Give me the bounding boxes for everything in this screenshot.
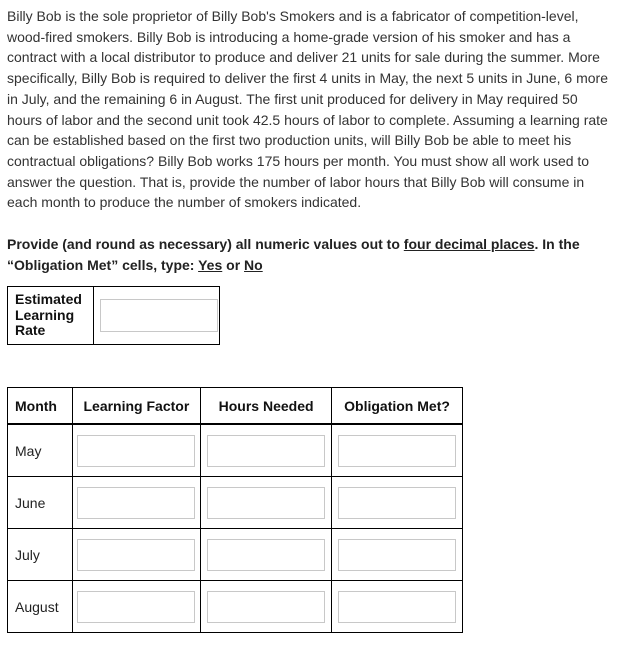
obligation-met-cell bbox=[332, 424, 463, 477]
learning-rate-table bbox=[7, 286, 220, 345]
table-row bbox=[8, 529, 463, 581]
learning-rate-input[interactable] bbox=[100, 299, 218, 332]
learning-rate-label: Estimated Learning Rate bbox=[8, 287, 94, 345]
month-label: July bbox=[8, 529, 73, 581]
obligation-met-input[interactable] bbox=[338, 487, 456, 519]
instructions-no: No bbox=[244, 257, 263, 273]
learning-factor-cell bbox=[72, 477, 201, 529]
learning-factor-cell bbox=[72, 529, 201, 581]
instructions bbox=[7, 234, 613, 276]
hours-needed-input[interactable] bbox=[207, 539, 325, 571]
hours-needed-input[interactable] bbox=[207, 487, 325, 519]
hours-needed-cell bbox=[201, 424, 332, 477]
hours-needed-input[interactable] bbox=[207, 591, 325, 623]
learning-factor-input[interactable] bbox=[77, 539, 195, 571]
obligation-met-input[interactable] bbox=[338, 591, 456, 623]
hours-needed-cell bbox=[201, 581, 332, 633]
learning-factor-cell bbox=[72, 424, 201, 477]
learning-factor-input[interactable] bbox=[77, 487, 195, 519]
month-label: May bbox=[8, 424, 73, 477]
month-label: August bbox=[8, 581, 73, 633]
hours-needed-input[interactable] bbox=[207, 435, 325, 467]
obligation-met-cell bbox=[332, 477, 463, 529]
instructions-precision: four decimal places bbox=[403, 236, 535, 252]
learning-factor-input[interactable] bbox=[77, 435, 195, 467]
monthly-hours-table bbox=[7, 387, 463, 633]
instructions-yes: Yes bbox=[198, 257, 223, 273]
header-row bbox=[8, 388, 463, 425]
obligation-met-cell bbox=[332, 581, 463, 633]
header-learning-factor: Learning Factor bbox=[72, 388, 201, 425]
header-hours-needed: Hours Needed bbox=[201, 388, 332, 425]
learning-rate-cell bbox=[94, 287, 220, 345]
table-row bbox=[8, 477, 463, 529]
obligation-met-cell bbox=[332, 529, 463, 581]
problem-statement: Billy Bob is the sole proprietor of Billy Bob's Smokers and is a fabricator of competition-level, wood-fired smokers. Billy Bob is introducing a home-grade version of his smoker and has a contract with a local distributor to produce and deliver 21 units for sale during the summer. More specifically, Billy Bob is required to deliver the first 4 units in May, the next 5 units in June, 6 more in July, and the remaining 6 in August. The first unit produced for delivery in May required 50 hours of labor and the second unit took 42.5 hours of labor to complete. Assuming a learning rate can be established based on the first two production units, will Billy Bob be able to meet his contractual obligations? Billy Bob works 175 hours per month. You must show all work used to answer the question. That is, provide the number of labor hours that Billy Bob will consume in each month to produce the number of smokers indicated. bbox=[7, 8, 608, 211]
table-row bbox=[8, 581, 463, 633]
month-label: June bbox=[8, 477, 73, 529]
obligation-met-input[interactable] bbox=[338, 435, 456, 467]
instructions-text-2: . In the “Obligation Met” cells, type: bbox=[7, 236, 580, 273]
instructions-or: or bbox=[222, 257, 245, 273]
learning-factor-input[interactable] bbox=[77, 591, 195, 623]
learning-factor-cell bbox=[72, 581, 201, 633]
header-obligation-met: Obligation Met? bbox=[332, 388, 463, 425]
header-month: Month bbox=[8, 388, 73, 425]
hours-needed-cell bbox=[201, 529, 332, 581]
instructions-text-1: Provide (and round as necessary) all numeric values out to bbox=[7, 236, 404, 252]
obligation-met-input[interactable] bbox=[338, 539, 456, 571]
table-row bbox=[8, 424, 463, 477]
hours-needed-cell bbox=[201, 477, 332, 529]
